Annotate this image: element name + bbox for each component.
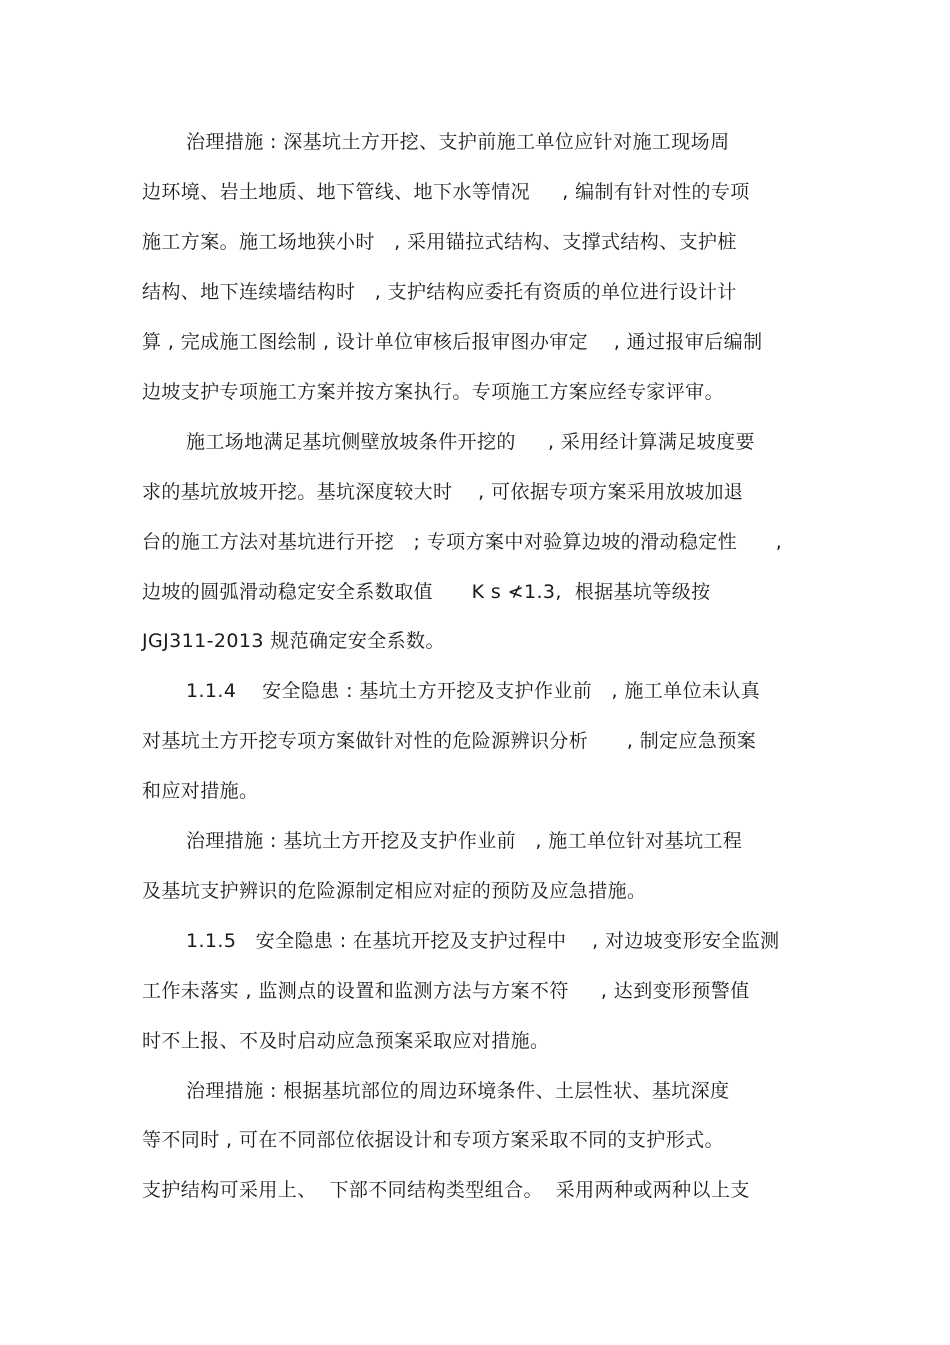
section-heading-line: 1.1.5 安全隐患 : 在基坑开挖及支护过程中 , 对边坡变形安全监测 — [186, 930, 780, 952]
paragraph-line: 边坡的圆弧滑动稳定安全系数取值 K s ≮1.3, 根据基坑等级按 — [142, 581, 711, 603]
paragraph-line: 治理措施 : 深基坑土方开挖、支护前施工单位应针对施工现场周 — [186, 131, 730, 153]
paragraph-line: 边环境、岩土地质、地下管线、地下水等情况 , 编制有针对性的专项 — [142, 181, 750, 203]
paragraph-line: 时不上报、不及时启动应急预案采取应对措施。 — [142, 1030, 550, 1052]
paragraph-line: 算 , 完成施工图绘制 , 设计单位审核后报审图办审定 , 通过报审后编制 — [142, 331, 763, 353]
paragraph-line: 施工方案。施工场地狭小时 , 采用锚拉式结构、支撑式结构、支护桩 — [142, 231, 737, 253]
paragraph-line: 求的基坑放坡开挖。基坑深度较大时 , 可依据专项方案采用放坡加退 — [142, 481, 744, 503]
paragraph-line: 等不同时 , 可在不同部位依据设计和专项方案采取不同的支护形式。 — [142, 1129, 724, 1151]
paragraph-line: 施工场地满足基坑侧壁放坡条件开挖的 , 采用经计算满足坡度要 — [186, 431, 755, 453]
paragraph-line: 对基坑土方开挖专项方案做针对性的危险源辨识分析 , 制定应急预案 — [142, 730, 757, 752]
paragraph-line: 工作未落实 , 监测点的设置和监测方法与方案不符 , 达到变形预警值 — [142, 980, 750, 1002]
paragraph-line: 治理措施 : 根据基坑部位的周边环境条件、土层性状、基坑深度 — [186, 1080, 730, 1102]
paragraph-line: 和应对措施。 — [142, 780, 259, 802]
paragraph-line: JGJ311-2013 规范确定安全系数。 — [142, 630, 445, 652]
paragraph-line: 台的施工方法对基坑进行开挖 ; 专项方案中对验算边坡的滑动稳定性 , — [142, 531, 783, 553]
paragraph-line: 及基坑支护辨识的危险源制定相应对症的预防及应急措施。 — [142, 880, 647, 902]
paragraph-line: 边坡支护专项施工方案并按方案执行。专项施工方案应经专家评审。 — [142, 381, 725, 403]
paragraph-line: 结构、地下连续墙结构时 , 支护结构应委托有资质的单位进行设计计 — [142, 281, 737, 303]
paragraph-line: 治理措施 : 基坑土方开挖及支护作业前 , 施工单位针对基坑工程 — [186, 830, 743, 852]
section-heading-line: 1.1.4 安全隐患 : 基坑土方开挖及支护作业前 , 施工单位未认真 — [186, 680, 761, 702]
paragraph-line: 支护结构可采用上、 下部不同结构类型组合。 采用两种或两种以上支 — [142, 1179, 750, 1201]
